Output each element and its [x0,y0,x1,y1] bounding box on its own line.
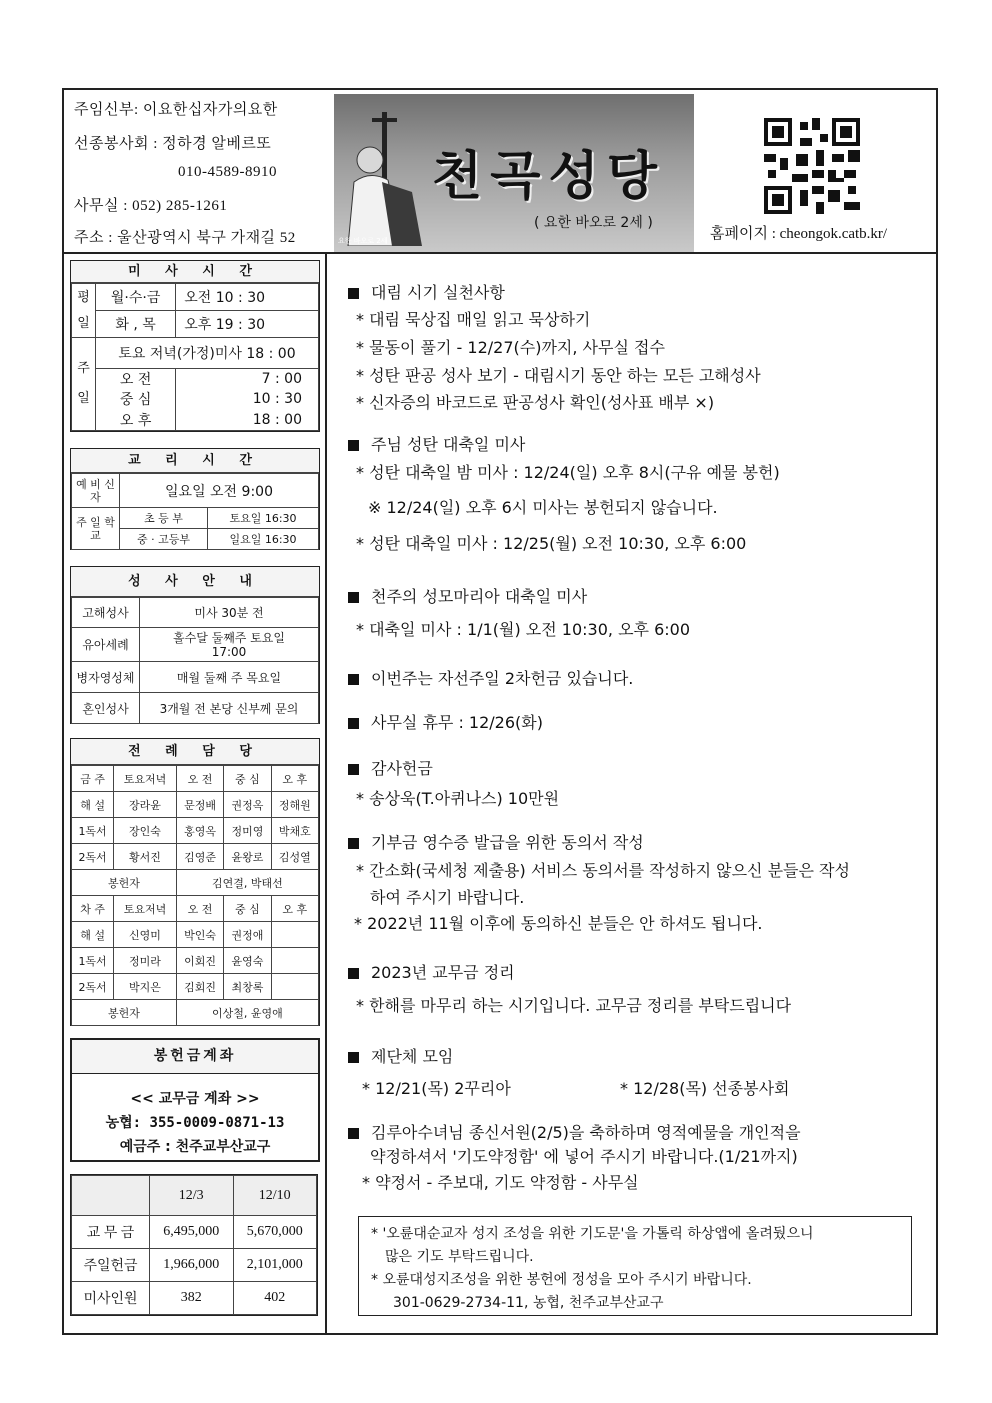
sacraments-title: 성 사 안 내 [71,567,319,597]
liturgy-cell: 장인숙 [114,818,177,844]
liturgy-server-label: 봉헌자 [72,1000,177,1026]
note-line: 301-0629-2734-11, 농협, 천주교부산교구 [393,1295,664,1311]
notice-heading: 대림 시기 실천사항 [348,280,505,303]
liturgy-server: 이상철, 윤영애 [176,1000,318,1026]
liturgy-header: 토요저녁 [114,766,177,792]
notice-item: * 12/21(목) 2꾸리아 [362,1079,511,1098]
liturgy-cell: 문정배 [176,792,223,818]
liturgy-cell: 1독서 [72,818,114,844]
offering-label: 미사인원 [72,1282,150,1315]
liturgy-cell: 박지은 [114,974,177,1000]
school-grade-2: 중 · 고등부 [120,529,208,550]
notice-item: * 12/28(목) 선종봉사회 [620,1079,790,1098]
liturgy-cell: 1독서 [72,948,114,974]
notice-heading: 김루아수녀님 종신서원(2/5)을 축하하며 영적예물을 개인적을 [348,1120,801,1143]
liturgy-cell: 해 설 [72,792,114,818]
church-banner [334,94,694,252]
notice-heading: 2023년 교무금 정리 [348,960,515,983]
liturgy-header: 중 심 [224,896,271,922]
notice-item: * 신자증의 바코드로 판공성사 확인(성사표 배부 ×) [356,393,715,412]
liturgy-cell [271,948,318,974]
sacrament-name: 유아세례 [72,628,140,662]
liturgy-header: 차 주 [72,896,114,922]
banner-caption: 요한 바오로 2세 [338,237,388,245]
offering-box [70,1174,318,1316]
notice-item: * 성탄 대축일 미사 : 12/25(월) 오전 10:30, 오후 6:00 [356,534,747,553]
notice-item: * 2022년 11월 이후에 동의하신 분들은 안 하셔도 됩니다. [354,914,763,933]
sunday-part-1: 오 전 [96,368,176,389]
liturgy-cell: 권정옥 [224,792,271,818]
sacrament-info: 미사 30분 전 [140,598,319,628]
liturgy-cell: 황서진 [114,844,177,870]
header-divider [64,252,936,254]
liturgy-header: 토요저녁 [114,896,177,922]
liturgy-cell: 최창록 [224,974,271,1000]
liturgy-header: 금 주 [72,766,114,792]
bulletin-frame [62,88,938,1335]
account-number: 농협: 355-0009-0871-13 [105,1115,285,1131]
notice-item: 하여 주시기 바랍니다. [370,888,525,907]
account-title: 봉헌금계좌 [72,1040,318,1074]
liturgy-header: 오 후 [271,766,318,792]
school-time-1: 토요일 16:30 [208,508,319,529]
notice-heading: 감사헌금 [348,756,433,779]
phone-line: 010-4589-8910 [178,164,277,180]
sunday-label: 주일 [72,338,96,431]
pastor-line: 주임신부: 이요한십자가의요한 [74,102,278,118]
notice-heading: 천주의 성모마리아 대축일 미사 [348,584,587,607]
liturgy-server-label: 봉헌자 [72,870,177,896]
liturgy-header: 오 전 [176,896,223,922]
notice-item: * 간소화(국세청 제출용) 서비스 동의서를 작성하지 않으신 분들은 작성 [356,861,850,880]
council-line: 선종봉사회 : 정하경 알베르또 [74,136,272,152]
sunday-time-1: 7 : 00 [176,368,319,389]
church-name: 천곡성당 [432,147,665,207]
liturgy-cell: 권정애 [224,922,271,948]
liturgy-cell: 이회진 [176,948,223,974]
weekday-label: 평일 [72,284,96,338]
notice-item: * 대축일 미사 : 1/1(월) 오전 10:30, 오후 6:00 [356,620,690,639]
qr-code-icon [764,118,860,214]
liturgy-cell: 박채호 [271,818,318,844]
offering-value: 382 [150,1282,234,1315]
liturgy-cell [271,922,318,948]
offering-value: 5,670,000 [233,1216,317,1249]
offering-header: 12/10 [233,1176,317,1216]
notice-heading: 이번주는 자선주일 2차헌금 있습니다. [348,666,633,689]
weekday-days-1: 월·수·금 [96,284,176,311]
account-holder: 예금주 : 천주교부산교구 [119,1139,271,1155]
notice-item: ※ 12/24(일) 오후 6시 미사는 봉헌되지 않습니다. [368,498,718,517]
sunday-time-2: 10 : 30 [176,389,319,409]
school-grade-1: 초 등 부 [120,508,208,529]
note-line: * 오륜대성지조성을 위한 봉헌에 정성을 모아 주시기 바랍니다. [371,1272,752,1288]
liturgy-header: 오 전 [176,766,223,792]
notice-item: 약정하셔서 '기도약정함' 에 넣어 주시기 바랍니다.(1/21까지) [370,1147,798,1166]
note-line: * '오륜대순교자 성지 조성을 위한 기도문'을 가톨릭 하상앱에 올려뒀으니 [371,1226,814,1242]
liturgy-cell: 장라윤 [114,792,177,818]
notice-item: * 물동이 풀기 - 12/27(수)까지, 사무실 접수 [356,338,665,357]
offering-label: 주일헌금 [72,1249,150,1282]
notice-item: * 성탄 판공 성사 보기 - 대림시기 동안 하는 모든 고해성사 [356,366,761,385]
sunday-part-2: 중 심 [96,389,176,409]
sacraments-box [70,566,320,724]
catechism-box [70,448,320,550]
liturgy-cell: 해 설 [72,922,114,948]
office-line: 사무실 : 052) 285-1261 [74,198,228,214]
liturgy-box [70,738,320,1026]
offering-value: 2,101,000 [233,1249,317,1282]
mass-times-box [70,260,320,432]
liturgy-cell: 2독서 [72,974,114,1000]
notice-item: * 대림 묵상집 매일 읽고 묵상하기 [356,310,591,329]
notice-heading: 기부금 영수증 발급을 위한 동의서 작성 [348,830,644,853]
offering-value: 402 [233,1282,317,1315]
sacrament-name: 고해성사 [72,598,140,628]
weekday-time-2: 오후 19 : 30 [176,311,319,338]
liturgy-cell: 김영준 [176,844,223,870]
liturgy-cell: 2독서 [72,844,114,870]
liturgy-cell: 김회진 [176,974,223,1000]
mass-times-title: 미 사 시 간 [71,261,319,283]
sunday-time-3: 18 : 00 [176,410,319,431]
note-line: 많은 기도 부탁드립니다. [385,1249,534,1265]
liturgy-cell: 정미라 [114,948,177,974]
liturgy-cell: 김성열 [271,844,318,870]
column-divider [325,252,327,1333]
prayer-notice-box [358,1216,912,1316]
liturgy-cell: 정해원 [271,792,318,818]
sacrament-name: 병자영성체 [72,662,140,693]
offering-header: 12/3 [150,1176,234,1216]
sacrament-info: 3개월 전 본당 신부께 문의 [140,693,319,724]
sacrament-info: 매월 둘째 주 목요일 [140,662,319,693]
liturgy-cell: 홍영옥 [176,818,223,844]
liturgy-cell: 박인숙 [176,922,223,948]
catechism-title: 교 리 시 간 [71,449,319,473]
saturday-mass: 토요 저녁(가정)미사 18 : 00 [96,338,319,369]
liturgy-header: 중 심 [224,766,271,792]
sacrament-name: 혼인성사 [72,693,140,724]
notice-item: * 약정서 - 주보대, 기도 약정함 - 사무실 [362,1173,639,1192]
homepage-link[interactable]: 홈페이지 : cheongok.catb.kr/ [710,226,888,242]
liturgy-cell: 윤왕로 [224,844,271,870]
notice-item: * 성탄 대축일 밤 미사 : 12/24(일) 오후 8시(구유 예물 봉헌) [356,463,780,482]
liturgy-title: 전 례 담 당 [71,739,319,765]
sunday-school-label: 주 일 학 교 [72,508,120,550]
account-heading: << 교무금 계좌 >> [130,1091,260,1107]
offering-label: 교 무 금 [72,1216,150,1249]
notice-heading: 주님 성탄 대축일 미사 [348,432,525,455]
school-time-2: 일요일 16:30 [208,529,319,550]
offering-value: 1,966,000 [150,1249,234,1282]
notice-item: * 송상욱(T.아퀴나스) 10만원 [356,789,560,808]
notice-item: * 한해를 마무리 하는 시기입니다. 교무금 정리를 부탁드립니다 [356,996,792,1015]
liturgy-cell [271,974,318,1000]
pre-catechumen-time: 일요일 오전 9:00 [120,474,319,508]
pre-catechumen-label: 예 비 신 자 [72,474,120,508]
notice-heading: 사무실 휴무 : 12/26(화) [348,710,543,733]
pope-figure-icon [342,112,434,246]
offering-value: 6,495,000 [150,1216,234,1249]
weekday-days-2: 화 , 목 [96,311,176,338]
sunday-part-3: 오 후 [96,410,176,431]
address-line: 주소 : 울산광역시 북구 가재길 52 [74,230,296,246]
liturgy-cell: 정미영 [224,818,271,844]
liturgy-cell: 신영미 [114,922,177,948]
offering-header-blank [72,1176,150,1216]
sacrament-info: 홀수달 둘째주 토요일 17:00 [140,628,319,662]
account-box [70,1038,320,1162]
church-patron: ( 요한 바오로 2세 ) [534,215,653,231]
weekday-time-1: 오전 10 : 30 [176,284,319,311]
liturgy-header: 오 후 [271,896,318,922]
liturgy-cell: 윤영숙 [224,948,271,974]
notice-heading: 제단체 모임 [348,1044,453,1067]
liturgy-server: 김연결, 박태선 [176,870,318,896]
